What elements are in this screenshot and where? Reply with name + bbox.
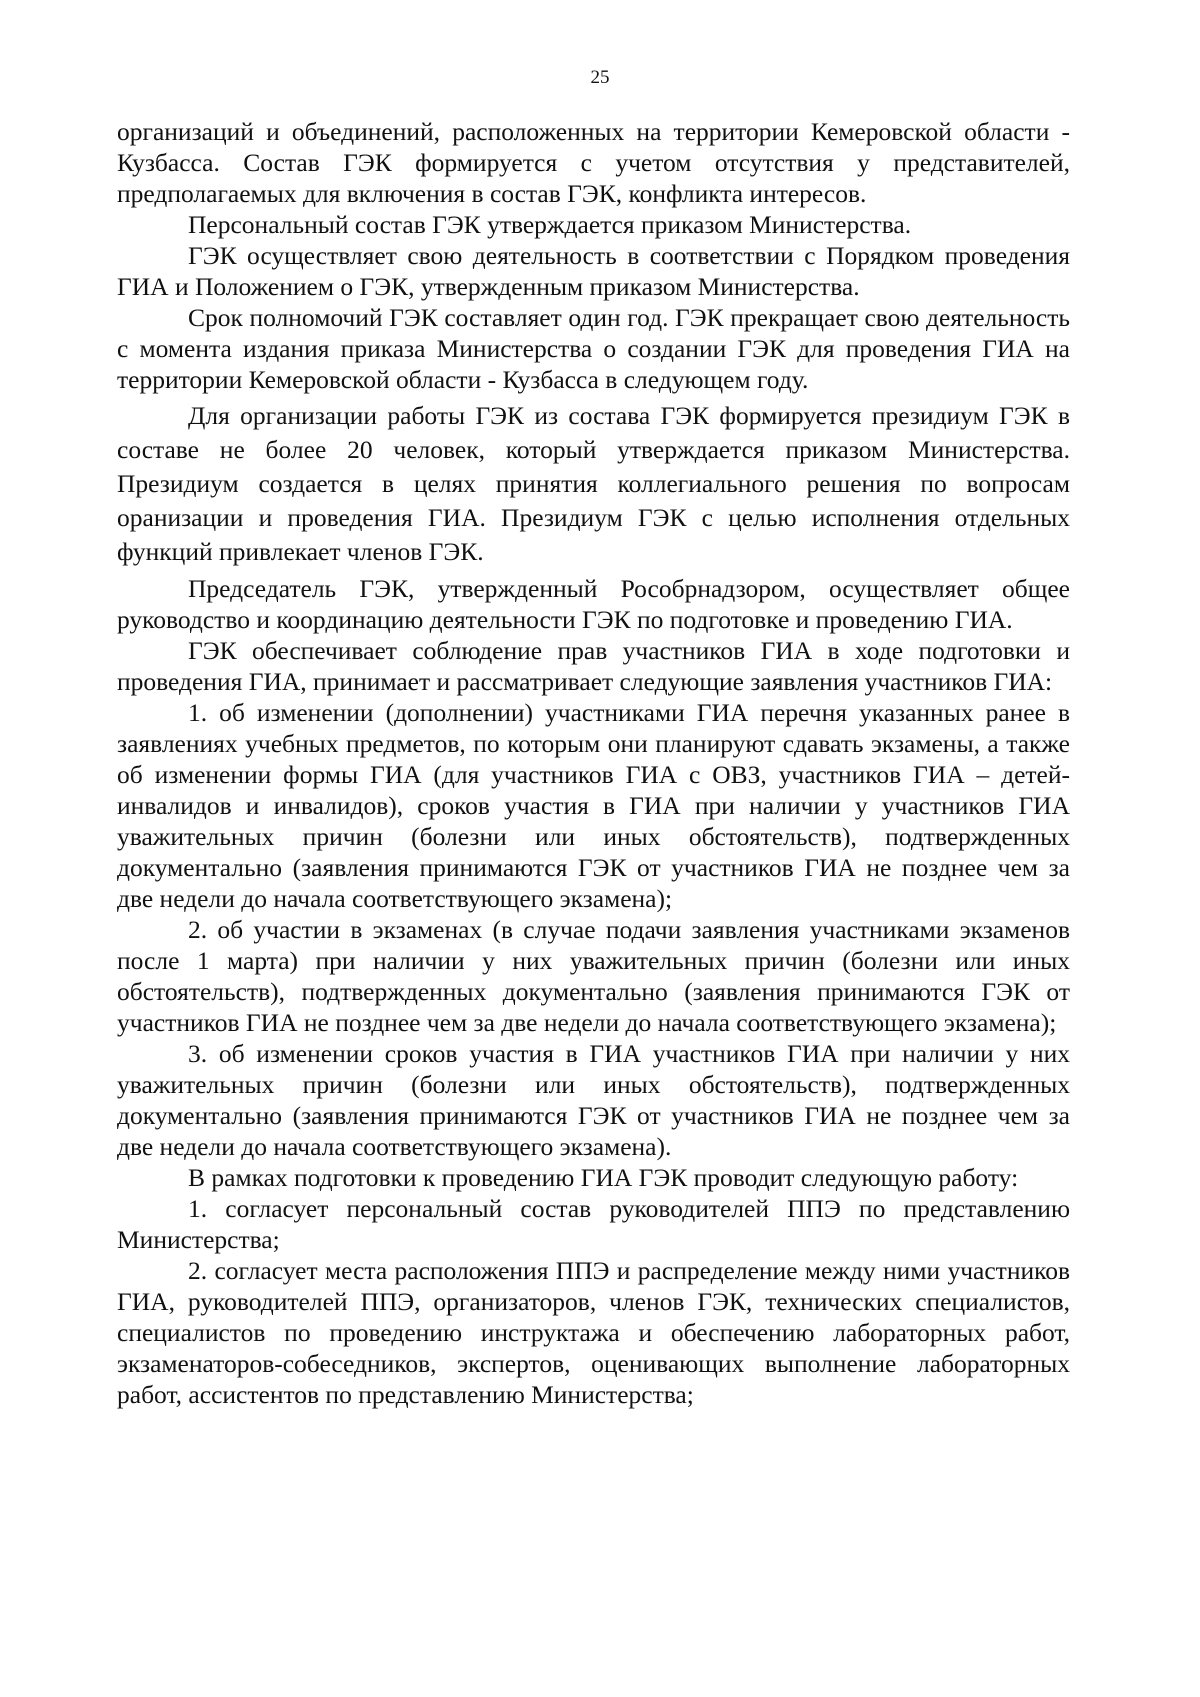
list-item-application-2: 2. об участии в экзаменах (в случае подачи заявления участниками экзаменов после 1 марта) при наличии у них уважительных причин (болезни или иных обстоятельств), подтвержденных документально (заявления принимаются ГЭК от участников ГИА не позднее чем за две недели до начала соответствующего экзамена);: [117, 915, 1070, 1037]
paragraph-preparation-intro: В рамках подготовки к проведению ГИА ГЭК проводит следующую работу:: [188, 1163, 1019, 1192]
paragraph-presidium: Для организации работы ГЭК из состава ГЭК формируется президиум ГЭК в составе не более 20 человек, который утверждается приказом Министерства. Президиум создается в целях принятия коллегиального решения по вопросам оранизации и проведения ГИА. Президиум ГЭК с целью исполнения отдельных функций привлекает членов ГЭК.: [117, 401, 1070, 566]
document-body: [117, 116, 1070, 1410]
page-number: 25: [590, 67, 610, 88]
paragraph-term-of-office: Срок полномочий ГЭК составляет один год. ГЭК прекращает свою деятельность с момента издания приказа Министерства о создании ГЭК для проведения ГИА на территории Кемеровской области - Кузбасса в следующем году.: [117, 303, 1070, 394]
paragraph-applications-intro: ГЭК обеспечивает соблюдение прав участников ГИА в ходе подготовки и проведения ГИА, принимает и рассматривает следующие заявления участников ГИА:: [117, 636, 1070, 696]
list-item-preparation-1: 1. согласует персональный состав руководителей ППЭ по представлению Министерства;: [117, 1194, 1070, 1254]
paragraph-gek-activity: ГЭК осуществляет свою деятельность в соответствии с Порядком проведения ГИА и Положением о ГЭК, утвержденным приказом Министерства.: [117, 241, 1070, 301]
list-item-preparation-2: 2. согласует места расположения ППЭ и распределение между ними участников ГИА, руководителей ППЭ, организаторов, членов ГЭК, технических специалистов, специалистов по проведению инструктажа и обеспечению лабораторных работ, экзаменаторов-собеседников, экспертов, оценивающих выполнение лабораторных работ, ассистентов по представлению Министерства;: [117, 1256, 1070, 1409]
paragraph-gek-composition: организаций и объединений, расположенных на территории Кемеровской области - Кузбасса. Состав ГЭК формируется с учетом отсутствия у представителей, предполагаемых для включения в состав ГЭК, конфликта интересов.: [117, 117, 1070, 208]
paragraph-chairman: Председатель ГЭК, утвержденный Рособрнадзором, осуществляет общее руководство и координацию деятельности ГЭК по подготовке и проведению ГИА.: [117, 574, 1070, 634]
list-item-application-3: 3. об изменении сроков участия в ГИА участников ГИА при наличии у них уважительных причин (болезни или иных обстоятельств), подтвержденных документально (заявления принимаются ГЭК от участников ГИА не позднее чем за две недели до начала соответствующего экзамена).: [117, 1039, 1070, 1161]
paragraph-personal-composition: Персональный состав ГЭК утверждается приказом Министерства.: [188, 210, 912, 239]
list-item-application-1: 1. об изменении (дополнении) участниками ГИА перечня указанных ранее в заявлениях учебных предметов, по которым они планируют сдавать экзамены, а также об изменении формы ГИА (для участников ГИА с ОВЗ, участников ГИА – детей-инвалидов и инвалидов), сроков участия в ГИА при наличии у участников ГИА уважительных причин (болезни или иных обстоятельств), подтвержденных документально (заявления принимаются ГЭК от участников ГИА не позднее чем за две недели до начала соответствующего экзамена);: [117, 698, 1070, 913]
